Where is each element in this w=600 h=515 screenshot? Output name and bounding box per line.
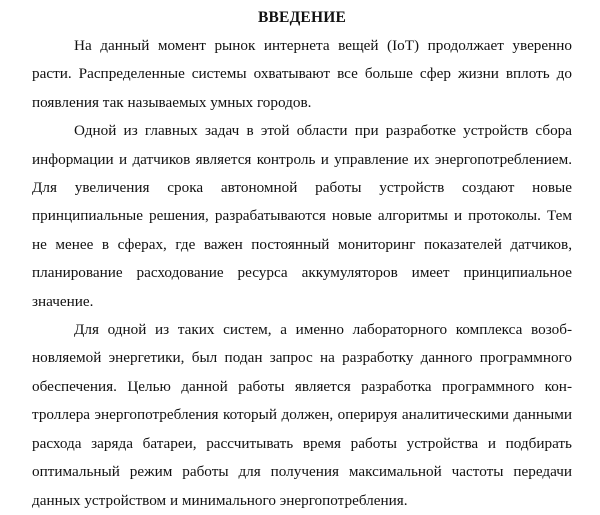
section-title: ВВЕДЕНИЕ — [257, 9, 347, 26]
paragraph-3: Для одной из таких систем, а именно лабораторного комплекса возобновляемой энергетики, был подан запрос на разработку данного программного обеспечения. Целью данной работы является разработка программного контроллера энергопотребления который должен, оперируя аналитическими данными расхода заряда батареи, рассчитывать время работы устройства и подбирать оптимальный режим работы для получения максимальной частоты передачи данных устройством и минимального энергопотребления. — [32, 321, 572, 509]
paragraph-2: Одной из главных задач в этой области при разработке устройств сбора информации и датчиков является контроль и управление их энергопотреблением. Для увеличения срока автономной работы устройств создают новые принципиальные решения, разрабатываются новые алгоритмы и протоколы. Тем не менее в сферах, где важен постоянный мониторинг показателей датчиков, планирование расходование ресурса аккумуляторов имеет принципиальное значение. — [32, 122, 572, 310]
paragraph-1: На данный момент рынок интернета вещей (IoT) продолжает уверенно расти. Распределенные системы охватывают все больше сфер жизни вплоть до появления так называемых умных городов. — [32, 37, 572, 111]
